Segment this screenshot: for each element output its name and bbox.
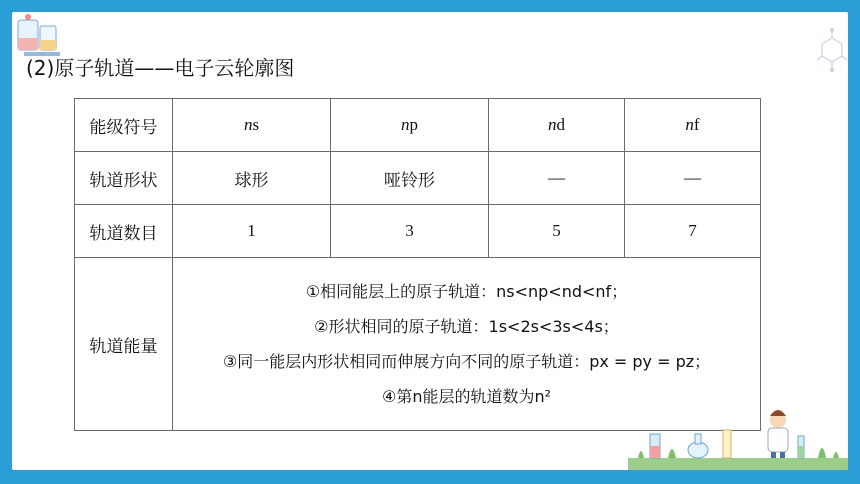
- symbol-np: np: [331, 99, 489, 152]
- count-s: 1: [173, 205, 331, 258]
- scientist-figure: [768, 410, 788, 458]
- shape-p: 哑铃形: [331, 152, 489, 205]
- row-label-shape: 轨道形状: [75, 152, 173, 205]
- energy-rule-1: ①相同能层上的原子轨道：ns<np<nd<nf；: [305, 282, 628, 301]
- slide: [12, 12, 848, 470]
- row-label-count: 轨道数目: [75, 205, 173, 258]
- row-label-energy: 轨道能量: [75, 258, 173, 431]
- energy-rule-4: ④第n能层的轨道数为n²: [381, 387, 552, 406]
- table-row: [75, 152, 761, 205]
- count-f: 7: [625, 205, 761, 258]
- energy-rule-3: ③同一能层内形状相同而伸展方向不同的原子轨道：px = py = pz；: [222, 352, 711, 371]
- symbol-nf: nf: [625, 99, 761, 152]
- molecule-icon: [816, 24, 848, 84]
- shape-f: —: [625, 152, 761, 205]
- count-p: 3: [331, 205, 489, 258]
- shape-d: —: [489, 152, 625, 205]
- table-row: [75, 99, 761, 152]
- lab-scene-illustration: [628, 400, 848, 470]
- shape-s: 球形: [173, 152, 331, 205]
- count-d: 5: [489, 205, 625, 258]
- symbol-nd: nd: [489, 99, 625, 152]
- table-row: [75, 205, 761, 258]
- row-label-symbol: 能级符号: [75, 99, 173, 152]
- symbol-ns: ns: [173, 99, 331, 152]
- orbital-table: [74, 98, 761, 431]
- energy-rule-2: ②形状相同的原子轨道：1s<2s<3s<4s；: [314, 317, 619, 336]
- page-title: (2)原子轨道——电子云轮廓图: [26, 56, 295, 80]
